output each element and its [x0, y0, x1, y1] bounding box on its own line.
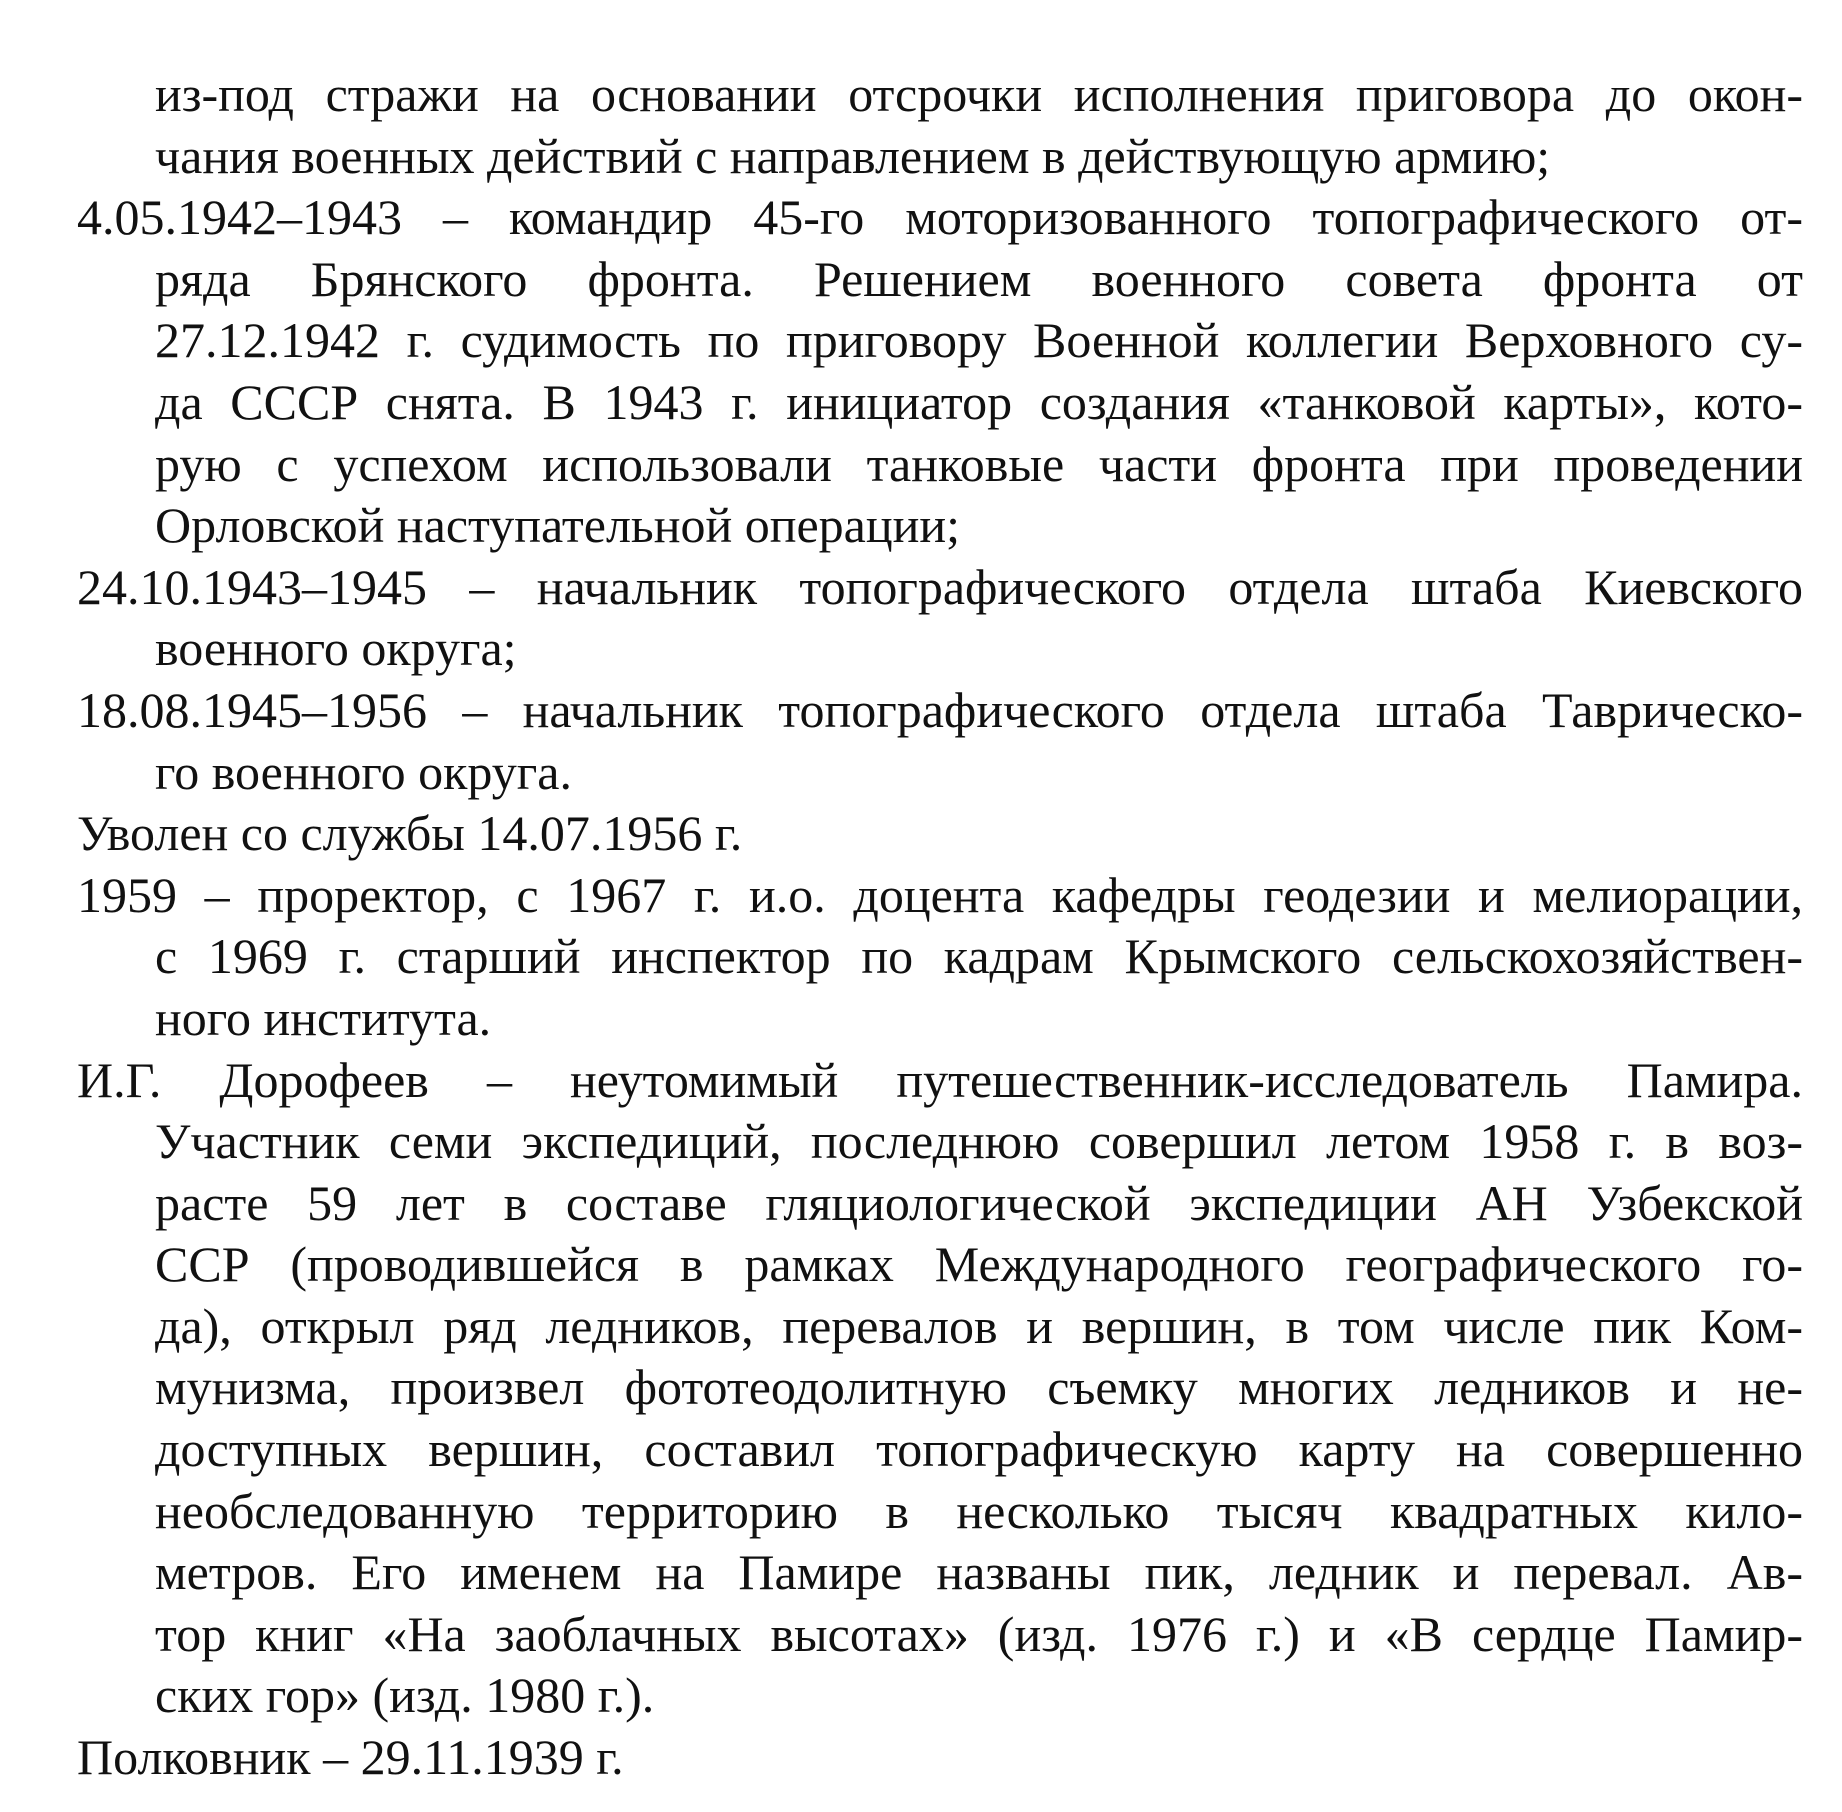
text-line: го военного округа.: [155, 743, 572, 800]
text-line: ряда Брянского фронта. Решением военного совета фронта от: [155, 250, 1803, 307]
paragraph: [0, 680, 1842, 803]
text-line: да СССР снята. В 1943 г. инициатор создания «танковой карты», кото-: [155, 373, 1803, 430]
text-line: 1959 – проректор, с 1967 г. и.о. доцента кафедры геодезии и мелиорации,: [77, 866, 1803, 923]
text-line: Полковник – 29.11.1939 г.: [77, 1729, 624, 1786]
text-line: доступных вершин, составил топографическую карту на совершенно: [155, 1421, 1803, 1478]
text-line: ССР (проводившейся в рамках Международного географического го-: [155, 1236, 1803, 1293]
text-line: Участник семи экспедиций, последнюю совершил летом 1958 г. в воз-: [155, 1113, 1803, 1170]
text-line: расте 59 лет в составе гляциологической экспедиции АН Узбекской: [155, 1174, 1803, 1231]
text-line: необследованную территорию в несколько тысяч квадратных кило-: [155, 1482, 1803, 1539]
text-line: с 1969 г. старший инспектор по кадрам Крымского сельскохозяйствен-: [155, 928, 1803, 985]
text-line: ного института.: [155, 989, 492, 1046]
text-line: Орловской наступательной операции;: [155, 497, 961, 554]
text-line: да), открыл ряд ледников, перевалов и вершин, в том числе пик Ком-: [155, 1297, 1803, 1354]
text-line: И.Г. Дорофеев – неутомимый путешественник-исследователь Памира.: [77, 1051, 1803, 1108]
paragraph: [0, 1727, 1842, 1789]
text-line: 27.12.1942 г. судимость по приговору Военной коллегии Верховного су-: [155, 312, 1803, 369]
text-line: мунизма, произвел фототеодолитную съемку многих ледников и не-: [155, 1359, 1803, 1416]
text-line: военного округа;: [155, 620, 517, 677]
text-line: из-под стражи на основании отсрочки исполнения приговора до окон-: [155, 66, 1803, 122]
text-line: чания военных действий с направлением в действующую армию;: [155, 127, 1551, 184]
text-line: рую с успехом использовали танковые части фронта при проведении: [155, 435, 1803, 492]
text-line: 18.08.1945–1956 – начальник топографического отдела штаба Таврическо-: [77, 681, 1803, 738]
text-line: ских гор» (изд. 1980 г.).: [155, 1667, 655, 1724]
text-line: 4.05.1942–1943 – командир 45-го моторизованного топографического от-: [77, 189, 1803, 246]
paragraph: [0, 865, 1842, 1050]
text-line: Уволен со службы 14.07.1956 г.: [77, 805, 743, 862]
paragraph: [0, 64, 1842, 187]
text-line: 24.10.1943–1945 – начальник топографического отдела штаба Киевского: [77, 558, 1803, 615]
paragraph: [0, 803, 1842, 865]
paragraph: [0, 1050, 1842, 1728]
paragraph: [0, 187, 1842, 557]
text-line: тор книг «На заоблачных высотах» (изд. 1976 г.) и «В сердце Памир-: [155, 1605, 1803, 1662]
text-line: метров. Его именем на Памире названы пик, ледник и перевал. Ав-: [155, 1544, 1803, 1601]
document-page: [0, 64, 1842, 1789]
paragraph: [0, 557, 1842, 680]
